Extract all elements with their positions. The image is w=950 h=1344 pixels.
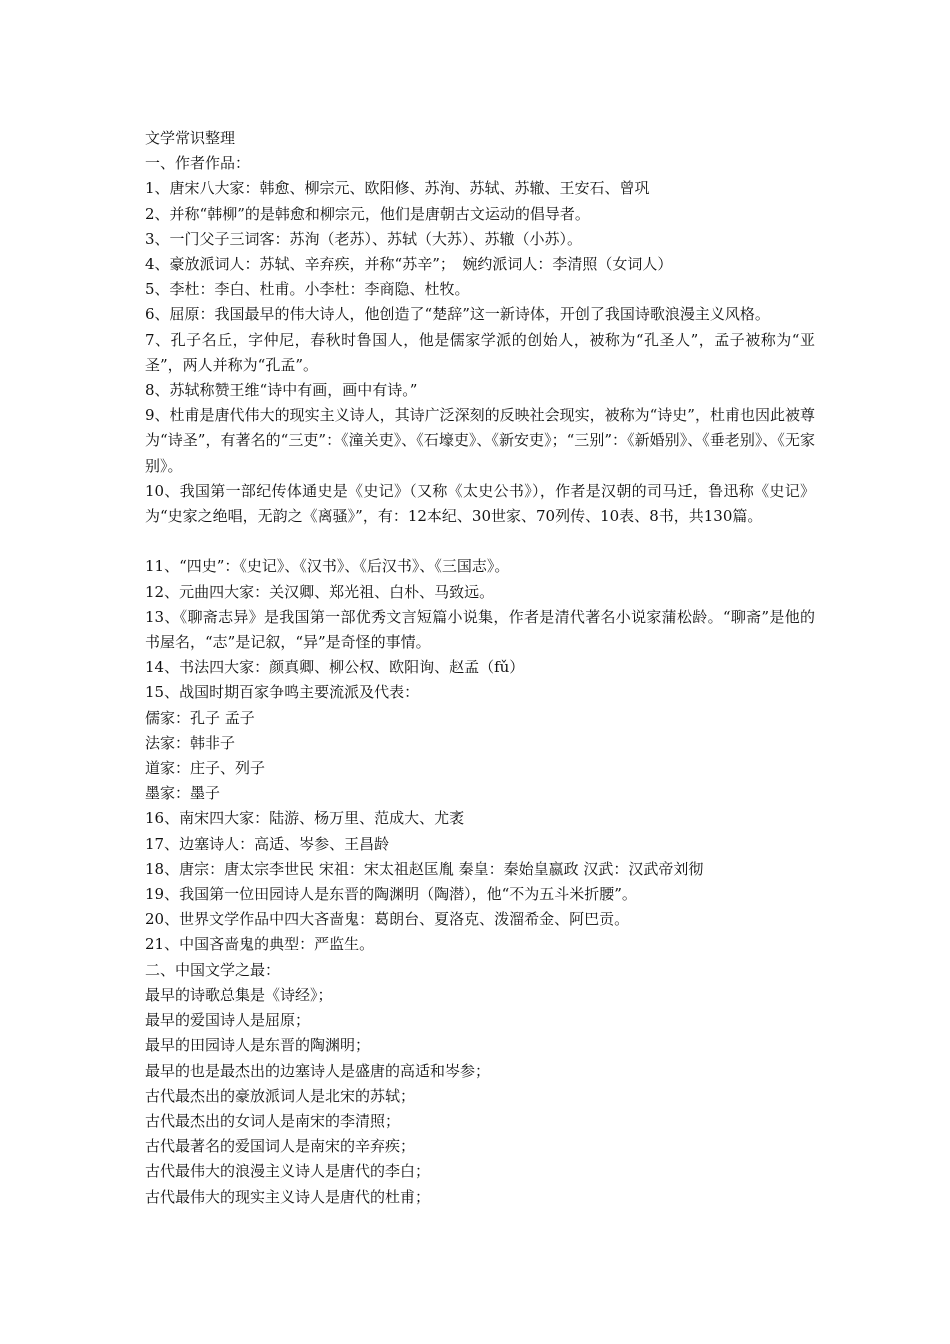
list-item: 21、中国吝啬鬼的典型：严监生。 — [145, 935, 375, 954]
list-item: 16、南宋四大家：陆游、杨万里、范成大、尤袤 — [145, 809, 465, 828]
list-item: 古代最伟大的浪漫主义诗人是唐代的李白； — [145, 1162, 431, 1181]
list-item: 墨家：墨子 — [145, 784, 221, 803]
list-item: 最早的也是最杰出的边塞诗人是盛唐的高适和岑参； — [145, 1061, 491, 1080]
section-heading: 二、中国文学之最： — [145, 960, 281, 979]
list-item: 9、杜甫是唐代伟大的现实主义诗人，其诗广泛深刻的反映社会现实，被称为“诗史”，杜甫也因此被尊为“诗圣”，有著名的“三吏”：《潼关吏》、《石壕吏》、《新安吏》；“三别”：《新婚别》、《垂老别》、《无家别》。 — [145, 406, 815, 475]
list-item: 古代最著名的爱国词人是南宋的辛弃疾； — [145, 1137, 416, 1156]
list-item: 10、我国第一部纪传体通史是《史记》（又称《太史公书》），作者是汉朝的司马迁，鲁迅称《史记》为“史家之绝唱，无韵之《离骚》”，有：12本纪、30世家、70列传、10表、8书，共130篇。 — [145, 481, 815, 526]
document-body — [145, 151, 815, 1210]
section-heading: 一、作者作品： — [145, 154, 251, 173]
list-item: 11、“四史”：《史记》、《汉书》、《后汉书》、《三国志》。 — [145, 557, 510, 576]
list-item: 3、一门父子三词客：苏洵（老苏）、苏轼（大苏）、苏辙（小苏）。 — [145, 229, 583, 248]
list-item: 4、豪放派词人：苏轼、辛弃疾，并称“苏辛”； 婉约派词人：李清照（女词人） — [145, 255, 673, 274]
list-item: 18、唐宗：唐太宗李世民 宋祖：宋太祖赵匡胤 秦皇：秦始皇嬴政 汉武：汉武帝刘彻 — [145, 859, 704, 878]
list-item: 17、边塞诗人：高适、岑参、王昌龄 — [145, 834, 390, 853]
list-item: 古代最伟大的现实主义诗人是唐代的杜甫； — [145, 1187, 431, 1206]
document-title: 文学常识整理 — [145, 129, 236, 147]
list-item: 2、并称“韩柳”的是韩愈和柳宗元，他们是唐朝古文运动的倡导者。 — [145, 204, 590, 223]
list-item: 最早的田园诗人是东晋的陶渊明； — [145, 1036, 371, 1055]
list-item: 儒家：孔子 孟子 — [145, 708, 255, 727]
list-item: 19、我国第一位田园诗人是东晋的陶渊明（陶潜），他“不为五斗米折腰”。 — [145, 885, 637, 904]
list-item: 5、李杜：李白、杜甫。小李杜：李商隐、杜牧。 — [145, 280, 470, 299]
list-item: 古代最杰出的女词人是南宋的李清照； — [145, 1111, 401, 1130]
list-item: 15、战国时期百家争鸣主要流派及代表： — [145, 683, 420, 702]
list-item: 14、书法四大家：颜真卿、柳公权、欧阳询、赵孟（fǔ） — [145, 658, 525, 677]
list-item: 13、《聊斋志异》是我国第一部优秀文言短篇小说集，作者是清代著名小说家蒲松龄。“聊斋”是他的书屋名，“志”是记叙，“异”是奇怪的事情。 — [145, 607, 815, 652]
list-item: 道家：庄子、列子 — [145, 759, 266, 778]
list-item: 法家：韩非子 — [145, 733, 236, 752]
list-item: 12、元曲四大家：关汉卿、郑光祖、白朴、马致远。 — [145, 582, 495, 601]
blank-line — [145, 529, 815, 554]
list-item: 6、屈原：我国最早的伟大诗人，他创造了“楚辞”这一新诗体，开创了我国诗歌浪漫主义风格。 — [145, 305, 770, 324]
list-item: 最早的诗歌总集是《诗经》； — [145, 985, 333, 1004]
list-item: 7、孔子名丘，字仲尼，春秋时鲁国人，他是儒家学派的创始人，被称为“孔圣人”，孟子被称为“亚圣”，两人并称为“孔孟”。 — [145, 330, 815, 374]
list-item: 8、苏轼称赞王维“诗中有画，画中有诗。” — [145, 381, 418, 400]
list-item: 20、世界文学作品中四大吝啬鬼：葛朗台、夏洛克、泼溜希金、阿巴贡。 — [145, 910, 630, 929]
list-item: 最早的爱国诗人是屈原； — [145, 1011, 311, 1030]
list-item: 古代最杰出的豪放派词人是北宋的苏轼； — [145, 1086, 416, 1105]
list-item: 1、唐宋八大家：韩愈、柳宗元、欧阳修、苏洵、苏轼、苏辙、王安石、曾巩 — [145, 179, 650, 198]
document-page — [145, 126, 815, 1210]
